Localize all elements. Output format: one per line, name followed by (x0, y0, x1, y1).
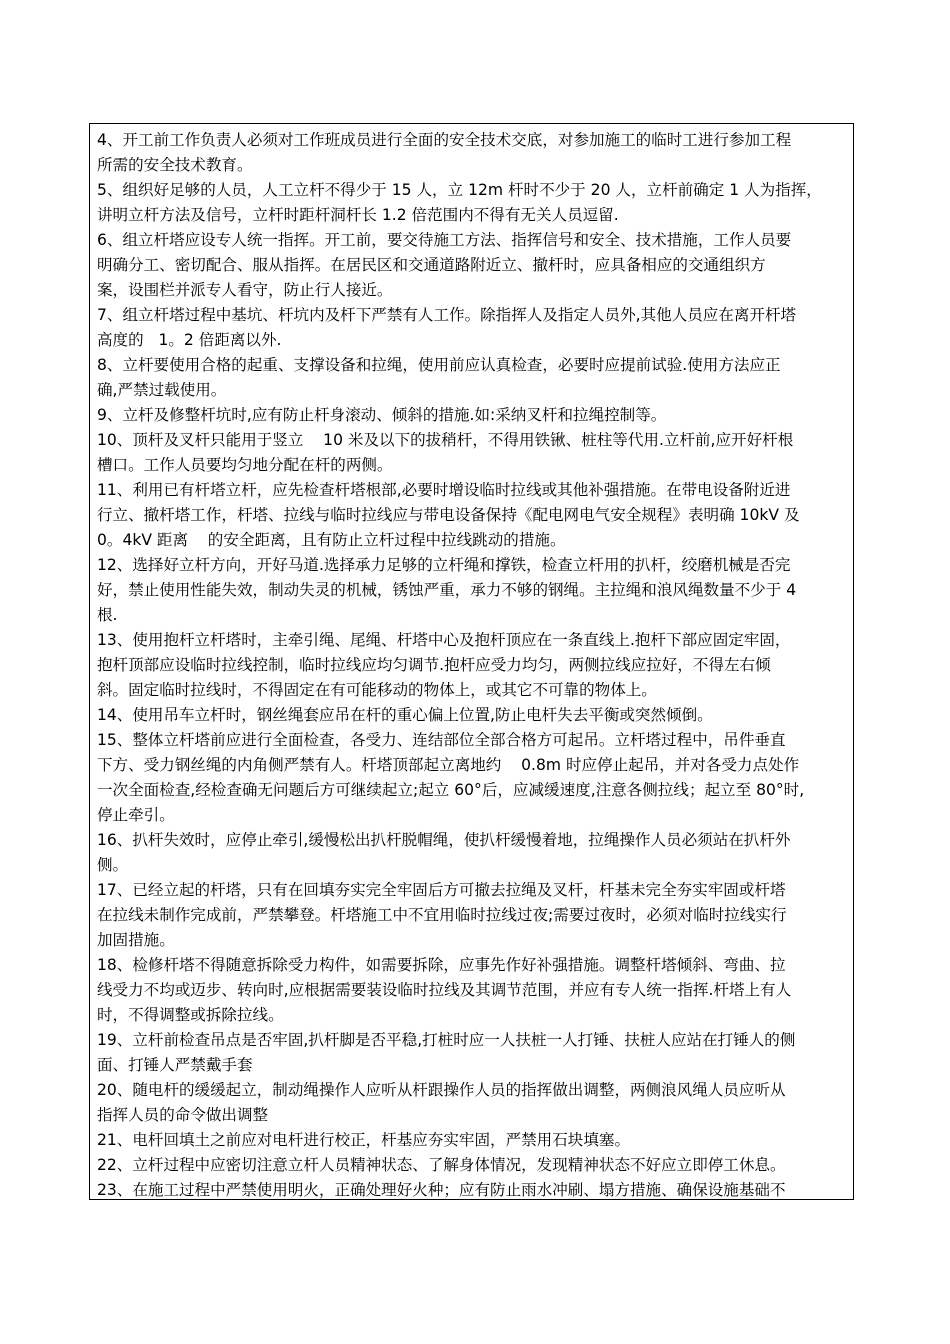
text-line: 14、使用吊车立杆时，钢丝绳套应吊在杆的重心偏上位置,防止电杆失去平衡或突然倾倒。 (97, 706, 713, 724)
document-table-cell (89, 123, 854, 1200)
text-line: 案，设围栏并派专人看守，防止行人接近。 (97, 281, 393, 299)
text-line: 17、已经立起的杆塔，只有在回填夯实完全牢固后方可撤去拉绳及叉杆，杆基未完全夯实牢固或杆塔 (97, 881, 786, 899)
text-line: 高度的 1。2 倍距离以外. (97, 331, 282, 349)
text-line: 一次全面检查,经检查确无问题后方可继续起立;起立 60°后，应减缓速度,注意各侧拉线；起立至 80°时, (97, 781, 805, 799)
text-line: 行立、撤杆塔工作，杆塔、拉线与临时拉线应与带电设备保持《配电网电气安全规程》表明确 10kV 及 (97, 506, 800, 524)
text-line: 槽口。工作人员要均匀地分配在杆的两侧。 (97, 456, 393, 474)
text-line: 根. (97, 606, 118, 624)
text-line: 21、电杆回填土之前应对电杆进行校正，杆基应夯实牢固，严禁用石块填塞。 (97, 1131, 630, 1149)
text-line: 确,严禁过载使用。 (97, 381, 227, 399)
text-line: 下方、受力钢丝绳的内角侧严禁有人。杆塔顶部起立离地约 0.8m 时应停止起吊，并对各受力点处作 (97, 756, 800, 774)
text-line: 加固措施。 (97, 931, 175, 949)
text-line: 侧。 (97, 856, 129, 874)
text-line: 面、打锤人严禁戴手套 (97, 1056, 253, 1074)
text-line: 所需的安全技术教育。 (97, 156, 253, 174)
text-line: 在拉线未制作完成前，严禁攀登。杆塔施工中不宜用临时拉线过夜;需要过夜时，必须对临时拉线实行 (97, 906, 787, 924)
text-line: 19、立杆前检查吊点是否牢固,扒杆脚是否平稳,打桩时应一人扶桩一人打锤、扶桩人应站在打锤人的侧 (97, 1031, 796, 1049)
text-line: 16、扒杆失效时，应停止牵引,缓慢松出扒杆脱帽绳，使扒杆缓慢着地，拉绳操作人员必须站在扒杆外 (97, 831, 791, 849)
text-line: 18、检修杆塔不得随意拆除受力构件，如需要拆除，应事先作好补强措施。调整杆塔倾斜、弯曲、拉 (97, 956, 786, 974)
text-line: 指挥人员的命令做出调整 (97, 1106, 269, 1124)
text-line: 7、组立杆塔过程中基坑、杆坑内及杆下严禁有人工作。除指挥人及指定人员外,其他人员应在离开杆塔 (97, 306, 797, 324)
text-line: 12、选择好立杆方向，开好马道.选择承力足够的立杆绳和撑铁，检查立杆用的扒杆，绞磨机械是否完 (97, 556, 791, 574)
text-line: 时，不得调整或拆除拉线。 (97, 1006, 284, 1024)
text-line: 0。4kV 距离 的安全距离，且有防止立杆过程中拉线跳动的措施。 (97, 531, 566, 549)
text-line: 5、组织好足够的人员，人工立杆不得少于 15 人，立 12m 杆时不少于 20 人，立杆前确定 1 人为指挥， (97, 181, 822, 199)
text-line: 20、随电杆的缓缓起立，制动绳操作人应听从杆跟操作人员的指挥做出调整，两侧浪风绳人员应听从 (97, 1081, 786, 1099)
text-line: 15、整体立杆塔前应进行全面检查，各受力、连结部位全部合格方可起吊。立杆塔过程中，吊件垂直 (97, 731, 786, 749)
text-line: 抱杆顶部应设临时拉线控制，临时拉线应均匀调节.抱杆应受力均匀，两侧拉线应拉好，不得左右倾 (97, 656, 771, 674)
text-line: 讲明立杆方法及信号，立杆时距杆洞杆长 1.2 倍范围内不得有无关人员逗留. (97, 206, 619, 224)
text-line: 斜。固定临时拉线时，不得固定在有可能移动的物体上，或其它不可靠的物体上。 (97, 681, 657, 699)
text-line: 11、利用已有杆塔立杆，应先检查杆塔根部,必要时增设临时拉线或其他补强措施。在带电设备附近进 (97, 481, 791, 499)
text-line: 10、顶杆及叉杆只能用于竖立 10 米及以下的拔稍杆，不得用铁锹、桩柱等代用.立杆前,应开好杆根 (97, 431, 794, 449)
text-line: 停止牵引。 (97, 806, 175, 824)
text-line: 明确分工、密切配合、服从指挥。在居民区和交通道路附近立、撤杆时，应具备相应的交通组织方 (97, 256, 766, 274)
text-line: 线受力不均或迈步、转向时,应根据需要装设临时拉线及其调节范围，并应有专人统一指挥.杆塔上有人 (97, 981, 792, 999)
safety-measures-text (97, 128, 851, 1200)
text-line: 9、立杆及修整杆坑时,应有防止杆身滚动、倾斜的措施.如:采纳叉杆和拉绳控制等。 (97, 406, 667, 424)
text-line: 8、立杆要使用合格的起重、支撑设备和拉绳，使用前应认真检查，必要时应提前试验.使用方法应正 (97, 356, 781, 374)
text-line: 好，禁止使用性能失效，制动失灵的机械，锈蚀严重，承力不够的钢绳。主拉绳和浪风绳数量不少于 4 (97, 581, 797, 599)
text-line: 23、在施工过程中严禁使用明火，正确处理好火种；应有防止雨水冲刷、塌方措施、确保设施基础不 (97, 1181, 786, 1199)
text-line: 13、使用抱杆立杆塔时，主牵引绳、尾绳、杆塔中心及抱杆顶应在一条直线上.抱杆下部应固定牢固， (97, 631, 791, 649)
text-line: 4、开工前工作负责人必须对工作班成员进行全面的安全技术交底，对参加施工的临时工进行参加工程 (97, 131, 792, 149)
text-line: 22、立杆过程中应密切注意立杆人员精神状态、了解身体情况，发现精神状态不好应立即停工休息。 (97, 1156, 786, 1174)
text-line: 6、组立杆塔应设专人统一指挥。开工前，要交待施工方法、指挥信号和安全、技术措施，工作人员要 (97, 231, 792, 249)
